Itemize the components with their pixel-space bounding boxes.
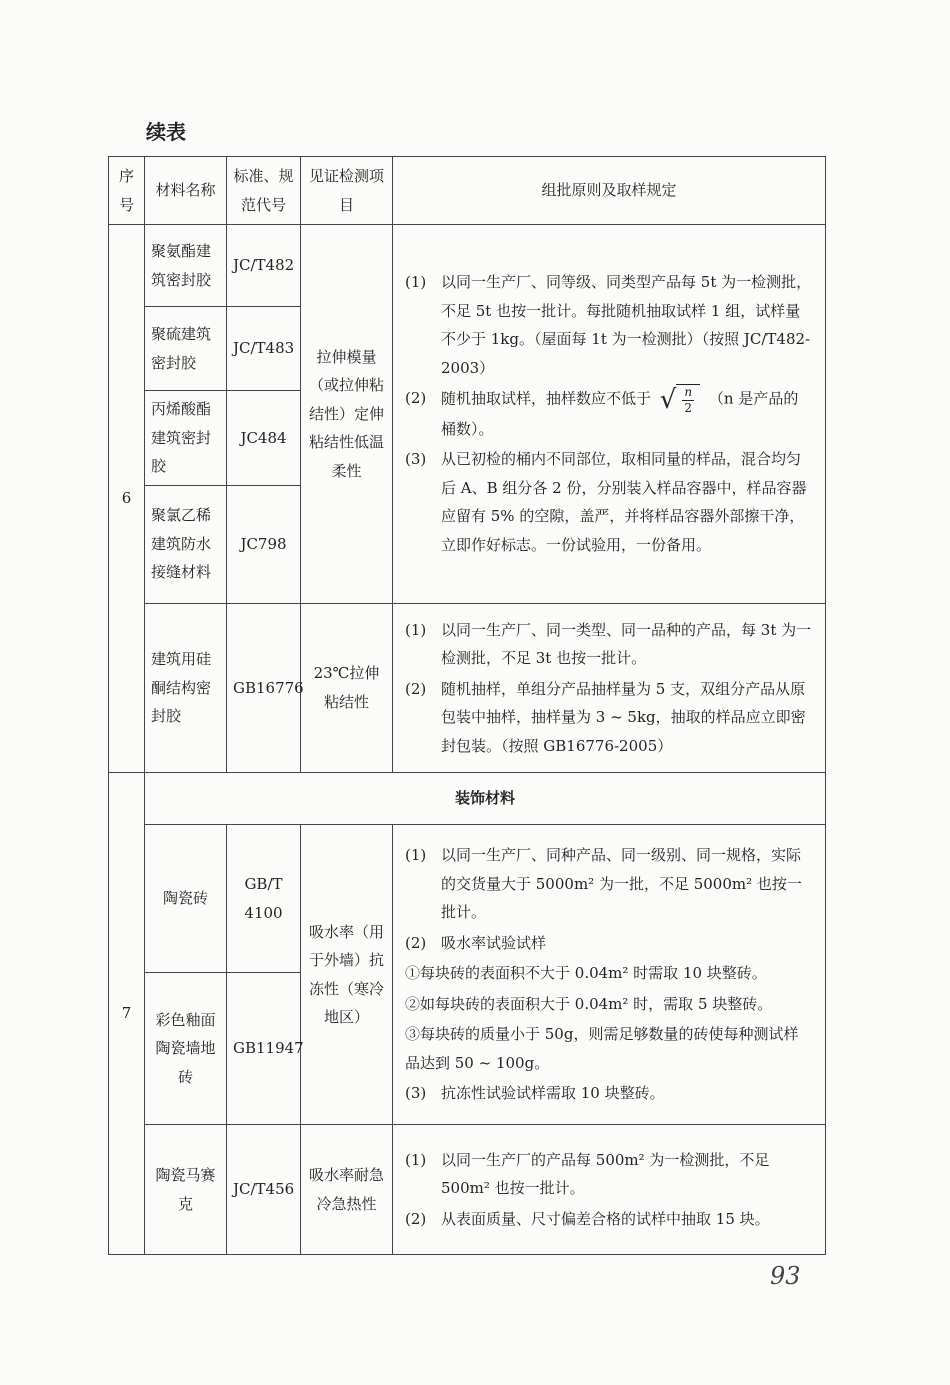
material-name: 陶瓷马赛克	[145, 1125, 227, 1255]
section-row	[109, 773, 826, 825]
sampling-rules	[393, 225, 826, 604]
table-row	[109, 225, 826, 307]
rule-item: (2) 从表面质量、尺寸偏差合格的试样中抽取 15 块。	[405, 1209, 770, 1228]
test-items: 吸水率耐急冷急热性	[301, 1125, 393, 1255]
header-standard: 标准、规范代号	[227, 157, 301, 225]
sub-rule: ②如每块砖的表面积大于 0.04m² 时，需取 5 块整砖。	[405, 994, 773, 1013]
header-seq: 序号	[109, 157, 145, 225]
table-row	[109, 1125, 826, 1255]
rule-item: (1) 以同一生产厂、同等级、同类型产品每 5t 为一检测批，不足 5t 也按一批计。每批随机抽取试样 1 组，试样量不少于 1kg。（屋面每 1t 为一检测批）（按照 JC/T482-2003）	[405, 273, 812, 377]
table-row	[109, 825, 826, 973]
standard-code: JC484	[227, 391, 301, 486]
sampling-rules	[393, 603, 826, 773]
test-items: 拉伸模量（或拉伸粘结性）定伸粘结性低温柔性	[301, 225, 393, 604]
sampling-rules	[393, 1125, 826, 1255]
rule-item: (1) 以同一生产厂的产品每 500m² 为一检测批，不足 500m² 也按一批计。	[405, 1150, 770, 1198]
header-rules: 组批原则及取样规定	[393, 157, 826, 225]
section-heading: 装饰材料	[145, 773, 826, 825]
table-continued-title: 续表	[146, 120, 186, 144]
material-name: 聚硫建筑密封胶	[145, 307, 227, 391]
rule-item: (1) 以同一生产厂、同一类型、同一品种的产品，每 3t 为一检测批，不足 3t 也按一批计。	[405, 620, 812, 667]
rule-item: (2) 随机抽样，单组分产品抽样量为 5 支，双组分产品从原包装中抽样，抽样量为 3 ~ 5kg，抽取的样品应立即密封包装。（按照 GB16776-2005）	[405, 679, 806, 755]
test-items: 吸水率（用于外墙）抗冻性（寒冷地区）	[301, 825, 393, 1125]
standard-code: GB/T 4100	[227, 825, 301, 973]
sampling-rules	[393, 825, 826, 1125]
sub-rule: ①每块砖的表面积不大于 0.04m² 时需取 10 块整砖。	[405, 964, 767, 983]
header-material: 材料名称	[145, 157, 227, 225]
seq-7: 7	[109, 773, 145, 1255]
material-name: 陶瓷砖	[145, 825, 227, 973]
standard-code: GB16776	[227, 603, 301, 773]
table-row	[109, 603, 826, 773]
material-name: 丙烯酸酯建筑密封胶	[145, 391, 227, 486]
rule-item: (2) 吸水率试验试样	[405, 933, 547, 952]
sqrt-formula: √ $\frac{n}{2}$	[660, 384, 700, 415]
rule-item: (2) 随机抽取试样，抽样数应不低于 √ $\frac{n}{2}$ （n 是产品的桶数）。	[405, 384, 799, 438]
seq-6: 6	[109, 225, 145, 773]
standard-code: JC/T456	[227, 1125, 301, 1255]
material-name: 彩色釉面陶瓷墙地砖	[145, 973, 227, 1125]
page-number: 93	[770, 1262, 801, 1290]
rule-item: (3) 抗冻性试验试样需取 10 块整砖。	[405, 1084, 665, 1103]
rule-item: (1) 以同一生产厂、同种产品、同一级别、同一规格，实际的交货量大于 5000m² 为一批，不足 5000m² 也按一批计。	[405, 846, 802, 922]
standard-code: JC/T483	[227, 307, 301, 391]
standard-code: JC798	[227, 485, 301, 603]
rule-item: (3) 从已初检的桶内不同部位，取相同量的样品，混合均匀后 A、B 组分各 2 份，分别装入样品容器中，样品容器应留有 5% 的空隙，盖严，并将样品容器外部擦干净，立即作好标志。一份试验用，一份备用。	[405, 450, 807, 554]
sub-rule: ③每块砖的质量小于 50g，则需足够数量的砖使每种测试样品达到 50 ~ 100g。	[405, 1025, 799, 1072]
material-name: 聚氨酯建筑密封胶	[145, 225, 227, 307]
material-name: 聚氯乙稀建筑防水接缝材料	[145, 485, 227, 603]
standard-code: JC/T482	[227, 225, 301, 307]
table-header-row	[109, 157, 826, 225]
standard-code: GB11947	[227, 973, 301, 1125]
sampling-rules-table	[108, 156, 826, 1255]
header-test: 见证检测项目	[301, 157, 393, 225]
test-items: 23℃拉伸粘结性	[301, 603, 393, 773]
material-name: 建筑用硅酮结构密封胶	[145, 603, 227, 773]
